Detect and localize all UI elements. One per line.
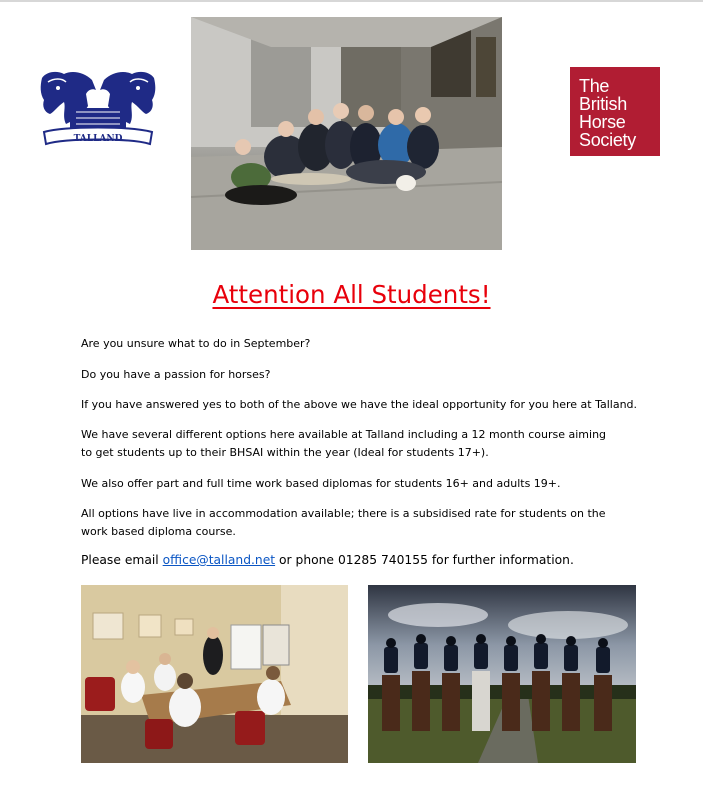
contact-line xyxy=(81,552,661,569)
paragraph-4: We have several different options here available at Talland including a 12 month course aiming to get students up to their BHSAI within the year (Ideal for students 17+). xyxy=(81,428,607,459)
paragraph-2: Do you have a passion for horses? xyxy=(81,368,271,381)
page-title xyxy=(0,280,703,309)
bhs-logo xyxy=(570,67,660,156)
top-border xyxy=(0,0,703,2)
bhs-logo-line: British xyxy=(579,94,627,114)
paragraph-6: All options have live in accommodation available; there is a subsidised rate for students on the work based diploma course. xyxy=(81,507,606,538)
classroom-photo xyxy=(81,585,348,763)
bhs-logo-line: The xyxy=(579,76,610,96)
page-title-text: Attention All Students! xyxy=(212,280,491,309)
contact-prefix: Please email xyxy=(81,553,159,567)
paragraph-5: We also offer part and full time work based diplomas for students 16+ and adults 19+. xyxy=(81,477,561,490)
contact-middle: or phone xyxy=(279,553,335,567)
bhs-logo-line: Society xyxy=(579,130,636,150)
phone-number: 01285 740155 xyxy=(337,553,428,567)
talland-logo-text: TALLAND xyxy=(73,134,123,144)
riders-photo xyxy=(368,585,636,763)
paragraph-1: Are you unsure what to do in September? xyxy=(81,337,311,350)
header-photo-students-stable xyxy=(191,17,502,250)
email-link[interactable]: office@talland.net xyxy=(162,553,276,567)
bhs-logo-line: Horse xyxy=(579,112,626,132)
talland-logo xyxy=(36,68,160,150)
paragraph-3: If you have answered yes to both of the above we have the ideal opportunity for you here at Talland. xyxy=(81,398,638,411)
contact-suffix: for further information. xyxy=(431,553,574,567)
